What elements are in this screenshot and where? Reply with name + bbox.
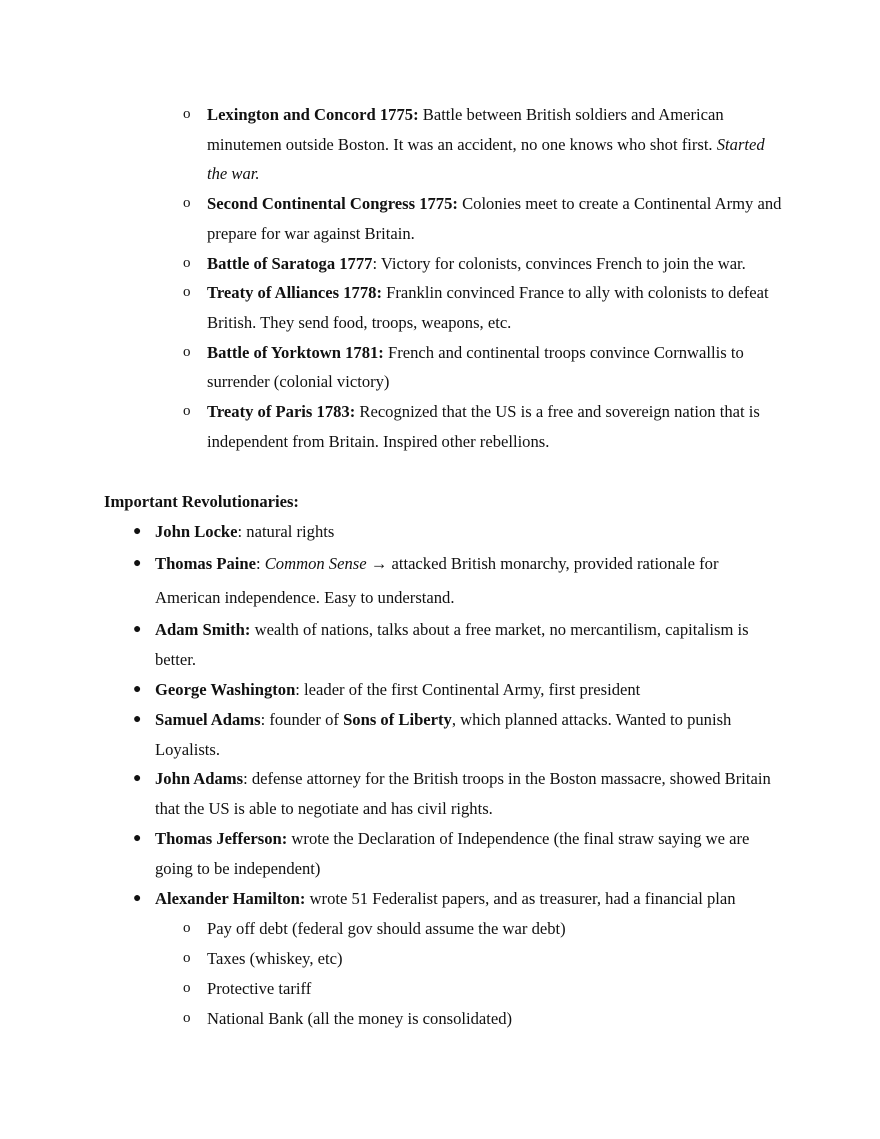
plan-item [185, 1004, 785, 1034]
revolutionaries-list [130, 517, 785, 1034]
item-text: Colonies meet to create a Continental Army and prepare for war against Britain. [207, 194, 782, 243]
bullet-icon: ● [133, 711, 142, 727]
bullet-icon: ● [133, 771, 142, 787]
italic-text: Started the war. [207, 134, 765, 184]
circle-bullet-icon: o [183, 1009, 191, 1026]
section-heading: Important Revolutionaries: [104, 492, 299, 511]
bold-term: Samuel Adams [155, 709, 261, 729]
item-text: Battle between British soldiers and American minutemen outside Boston. It was an accident, no one knows who shot first. [207, 105, 724, 154]
item-text: Recognized that the US is a free and sovereign nation that is independent from Britain. Inspired other rebellions. [207, 402, 760, 451]
event-item [185, 278, 785, 337]
event-item [185, 189, 785, 248]
item-text: : leader of the first Continental Army, first president [295, 679, 641, 699]
circle-bullet-icon: o [183, 284, 191, 301]
circle-bullet-icon: o [183, 919, 191, 936]
bold-term: Alexander Hamilton: [155, 889, 306, 909]
bullet-icon: ● [133, 891, 142, 907]
item-text: wealth of nations, talks about a free market, no mercantilism, capitalism is better. [155, 619, 749, 669]
bullet-icon: ● [133, 621, 142, 637]
plan-item [185, 944, 785, 974]
bullet-icon: ● [133, 555, 142, 571]
circle-bullet-icon: o [183, 949, 191, 966]
bold-term: Thomas Paine [155, 553, 256, 573]
bold-term: Sons of Liberty [343, 709, 452, 729]
person-item [130, 675, 785, 705]
person-item [130, 884, 785, 1034]
bold-term: Lexington and Concord 1775: [207, 105, 419, 124]
item-text: : [255, 553, 265, 573]
plan-text: Pay off debt (federal gov should assume the war debt) [207, 918, 566, 938]
plan-text: Protective tariff [207, 978, 312, 998]
person-item [130, 547, 785, 615]
bullet-icon: ● [133, 831, 142, 847]
item-text: : defense attorney for the British troops in the Boston massacre, showed Britain that the US is able to negotiate and has civil rights. [155, 769, 771, 819]
item-text: French and continental troops convince Cornwallis to surrender (colonial victory) [207, 342, 744, 392]
circle-bullet-icon: o [183, 979, 191, 996]
bold-term: Treaty of Paris 1783: [207, 402, 356, 422]
bold-term: John Locke [155, 522, 238, 541]
hamilton-plan-list [155, 914, 785, 1034]
bullet-icon: ● [133, 681, 142, 697]
bold-term: Treaty of Alliances 1778: [207, 283, 382, 303]
plan-text: Taxes (whiskey, etc) [207, 948, 343, 968]
circle-bullet-icon: o [183, 195, 191, 212]
bullet-icon: ● [133, 524, 142, 539]
bold-term: Second Continental Congress 1775: [207, 194, 458, 214]
item-text: , which planned attacks. Wanted to punish Loyalists. [155, 709, 732, 759]
bold-term: John Adams [155, 769, 244, 789]
person-item [130, 615, 785, 675]
plan-item [185, 914, 785, 944]
event-item [185, 338, 785, 397]
person-item [130, 517, 785, 547]
plan-item [185, 974, 785, 1004]
bold-term: Thomas Jefferson: [155, 829, 288, 849]
bold-term: Battle of Saratoga 1777 [207, 253, 373, 273]
italic-text: Common Sense [264, 553, 367, 573]
circle-bullet-icon: o [183, 106, 191, 122]
item-text: : natural rights [237, 522, 335, 541]
circle-bullet-icon: o [183, 343, 191, 360]
bold-term: Battle of Yorktown 1781: [207, 342, 384, 362]
circle-bullet-icon: o [183, 403, 191, 420]
item-text: wrote the Declaration of Independence (the final straw saying we are going to be independent) [155, 829, 750, 879]
plan-text: National Bank (all the money is consolidated) [207, 1008, 513, 1028]
event-item [185, 249, 785, 279]
item-text: : founder of [260, 709, 344, 729]
item-text: : Victory for colonists, convinces French to join the war. [372, 253, 746, 273]
item-text: wrote 51 Federalist papers, and as treasurer, had a financial plan [305, 889, 736, 909]
event-item [185, 397, 785, 456]
person-item [130, 824, 785, 884]
bold-term: George Washington [155, 679, 296, 699]
circle-bullet-icon: o [183, 254, 191, 271]
item-text: → attacked British monarchy, provided rationale for American independence. Easy to understand. [155, 553, 719, 607]
bold-term: Adam Smith: [155, 619, 251, 639]
person-item [130, 705, 785, 765]
event-item [185, 100, 785, 189]
events-list [185, 100, 785, 456]
person-item [130, 764, 785, 824]
item-text: Franklin convinced France to ally with colonists to defeat British. They send food, troops, weapons, etc. [207, 283, 769, 332]
